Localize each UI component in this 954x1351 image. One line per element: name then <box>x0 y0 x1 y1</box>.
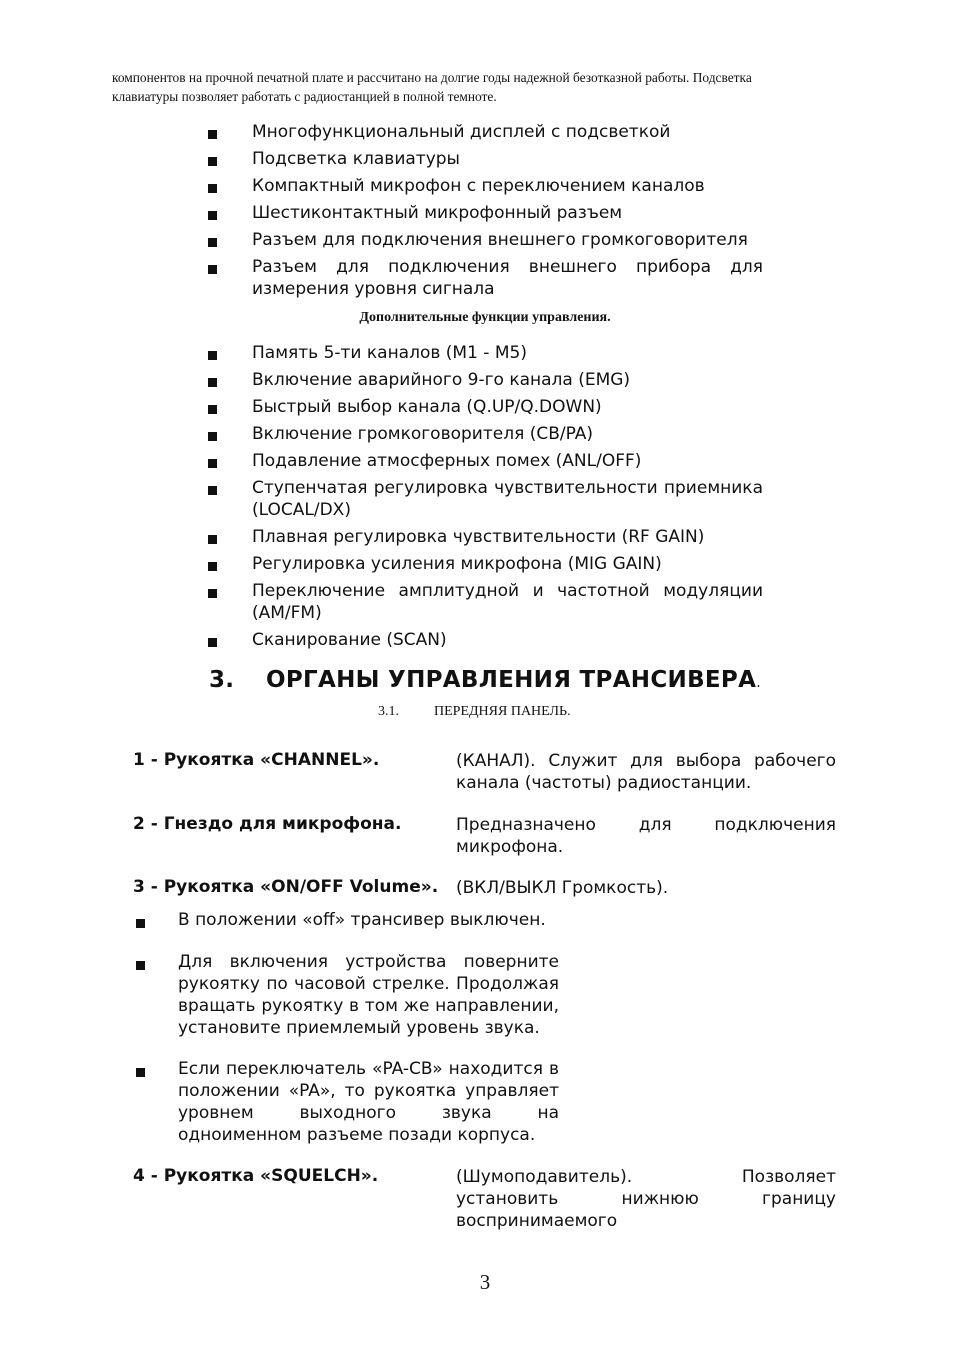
bullet-icon <box>208 638 217 647</box>
list-item: Компактный микрофон с переключением каналов <box>208 175 763 197</box>
extra-functions-heading: Дополнительные функции управления. <box>359 310 611 325</box>
list-item: Разъем для подключения внешнего прибора для измерения уровня сигнала <box>208 256 763 300</box>
feature-list <box>208 121 763 305</box>
control-description: (КАНАЛ). Служит для выбора рабочего канала (частоты) радиостанции. <box>456 751 836 793</box>
list-item: Память 5-ти каналов (M1 - M5) <box>208 342 763 364</box>
bullet-icon <box>136 1068 145 1077</box>
list-item: Быстрый выбор канала (Q.UP/Q.DOWN) <box>208 396 763 418</box>
section-number: 3. <box>209 667 235 693</box>
list-item: Подсветка клавиатуры <box>208 148 763 170</box>
bullet-icon <box>208 535 217 544</box>
bullet-icon <box>208 459 217 468</box>
bullet-icon <box>208 351 217 360</box>
section-title-dot: . <box>756 675 761 691</box>
volume-note-list <box>133 951 559 1039</box>
bullet-icon <box>136 919 145 928</box>
list-item: Включение аварийного 9-го канала (EMG) <box>208 369 763 391</box>
bullet-icon <box>208 486 217 495</box>
bullet-icon <box>208 562 217 571</box>
control-description: (Шумоподавитель). Позволяет установить нижнюю границу воспринимаемого <box>456 1167 836 1231</box>
list-item: Переключение амплитудной и частотной модуляции (AM/FM) <box>208 580 763 624</box>
list-item: Ступенчатая регулировка чувствительности приемника (LOCAL/DX) <box>208 477 763 521</box>
subsection-number: 3.1. <box>378 704 399 719</box>
bullet-icon <box>208 378 217 387</box>
list-item: Шестиконтактный микрофонный разъем <box>208 202 763 224</box>
control-name: 4 - Рукоятка «SQUELCH». <box>133 1166 379 1186</box>
bullet-icon <box>208 405 217 414</box>
control-description: Предназначено для подключения микрофона. <box>456 815 836 857</box>
list-item: Включение громкоговорителя (CB/PA) <box>208 423 763 445</box>
list-item: Если переключатель «PA-CB» находится в положении «PA», то рукоятка управляет уровнем выходного звука на одноименном разъеме позади корпуса. <box>133 1058 559 1146</box>
subsection-heading <box>378 704 571 720</box>
list-item: Регулировка усиления микрофона (MIG GAIN) <box>208 553 763 575</box>
bullet-icon <box>208 589 217 598</box>
intro-paragraph <box>112 68 892 106</box>
control-name: 1 - Рукоятка «CHANNEL». <box>133 750 380 770</box>
extra-feature-list <box>208 342 763 656</box>
list-item: Для включения устройства поверните рукоятку по часовой стрелке. Продолжая вращать рукоятку в том же направлении, установите приемлемый уровень звука. <box>133 951 559 1039</box>
list-item: Многофункциональный дисплей с подсветкой <box>208 121 763 143</box>
section-title: ОРГАНЫ УПРАВЛЕНИЯ ТРАНСИВЕРА <box>266 667 757 693</box>
bullet-icon <box>208 184 217 193</box>
list-item: В положении «off» трансивер выключен. <box>133 909 559 931</box>
section-heading <box>209 667 761 693</box>
bullet-icon <box>208 211 217 220</box>
control-name: 3 - Рукоятка «ON/OFF Volume». <box>133 877 439 897</box>
bullet-icon <box>136 961 145 970</box>
control-name: 2 - Гнездо для микрофона. <box>133 814 402 834</box>
list-item: Сканирование (SCAN) <box>208 629 763 651</box>
list-item: Разъем для подключения внешнего громкоговорителя <box>208 229 763 251</box>
bullet-icon <box>208 238 217 247</box>
bullet-icon <box>208 130 217 139</box>
control-description: (ВКЛ/ВЫКЛ Громкость). <box>456 878 669 898</box>
list-item: Плавная регулировка чувствительности (RF GAIN) <box>208 526 763 548</box>
page-number: 3 <box>479 1270 491 1294</box>
intro-line: компонентов на прочной печатной плате и рассчитано на долгие годы надежной безотказной работы. Подсветка <box>112 70 752 85</box>
intro-line: клавиатуры позволяет работать с радиостанцией в полной темноте. <box>112 89 497 104</box>
bullet-icon <box>208 265 217 274</box>
volume-note-list <box>133 1058 559 1146</box>
bullet-icon <box>208 432 217 441</box>
volume-note-list <box>133 909 559 931</box>
bullet-icon <box>208 157 217 166</box>
list-item: Подавление атмосферных помех (ANL/OFF) <box>208 450 763 472</box>
subsection-title: ПЕРЕДНЯЯ ПАНЕЛЬ. <box>434 704 571 719</box>
